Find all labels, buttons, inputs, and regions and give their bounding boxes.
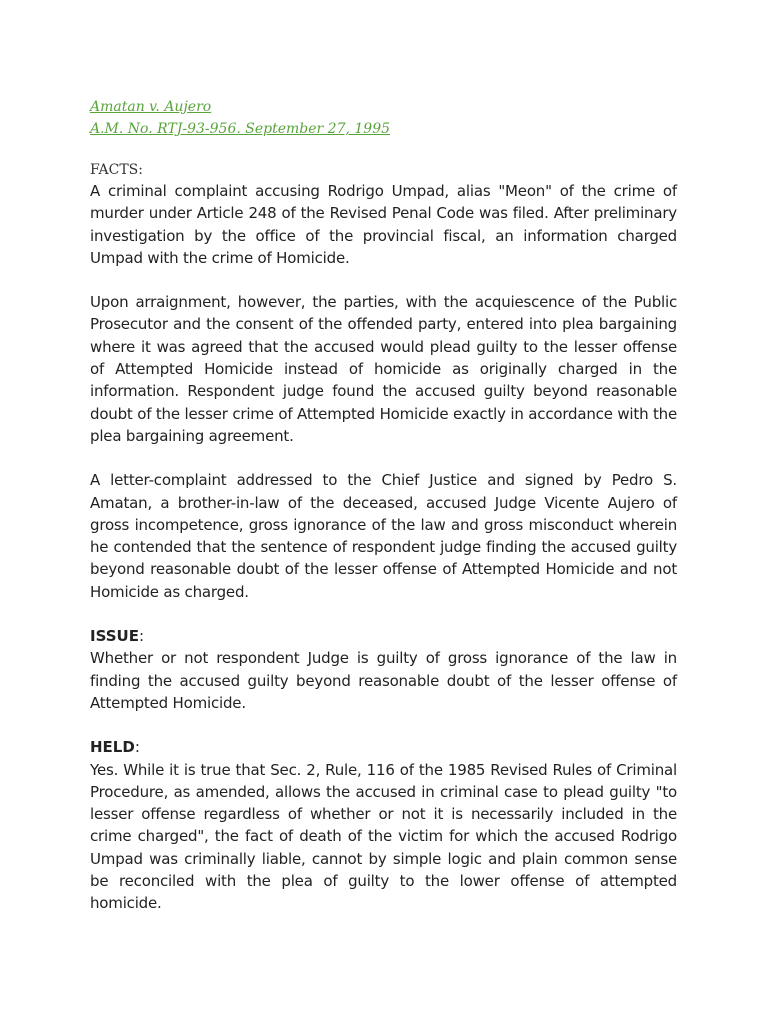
document-page bbox=[90, 96, 677, 915]
paragraph-spacer bbox=[90, 714, 677, 736]
case-citation-link[interactable]: A.M. No. RTJ-93-956. September 27, 1995 bbox=[90, 121, 391, 137]
held-label: HELD bbox=[90, 738, 135, 757]
facts-paragraph-3: A letter-complaint addressed to the Chief Justice and signed by Pedro S. Amatan, a brother-in-law of the deceased, accused Judge Vicente Aujero of gross incompetence, gross ignorance of the law and gross misconduct wherein he contended that the sentence of respondent judge finding the accused guilty beyond reasonable doubt of the lesser offense of Attempted Homicide and not Homicide as charged. bbox=[90, 471, 677, 601]
issue-colon: : bbox=[138, 627, 145, 646]
case-title-link[interactable]: Amatan v. Aujero bbox=[90, 99, 212, 115]
issue-heading bbox=[90, 625, 677, 647]
facts-label: FACTS: bbox=[90, 162, 143, 178]
held-colon: : bbox=[134, 738, 140, 757]
paragraph-spacer bbox=[90, 603, 677, 625]
facts-paragraph-1: A criminal complaint accusing Rodrigo Umpad, alias "Meon" of the crime of murder under Article 248 of the Revised Penal Code was filed. After preliminary investigation by the office of the provincial fiscal, an information charged Umpad with the crime of Homicide. bbox=[90, 182, 677, 267]
held-text: Yes. While it is true that Sec. 2, Rule, 116 of the 1985 Revised Rules of Criminal Procedure, as amended, allows the accused in criminal case to plead guilty "to lesser offense regardless of whether or not it is necessarily included in the crime charged", the fact of death of the victim for which the accused Rodrigo Umpad was criminally liable, cannot by simple logic and plain common sense be reconciled with the plea of guilty to the lower offense of attempted homicide. bbox=[90, 760, 677, 913]
held-heading bbox=[90, 736, 677, 758]
facts-paragraph-2: Upon arraignment, however, the parties, with the acquiescence of the Public Prosecutor and the consent of the offended party, entered into plea bargaining where it was agreed that the accused would plead guilty to the lesser offense of Attempted Homicide instead of homicide as originally charged in the information. Respondent judge found the accused guilty beyond reasonable doubt of the lesser crime of Attempted Homicide exactly in accordance with the plea bargaining agreement. bbox=[90, 293, 677, 445]
issue-text: Whether or not respondent Judge is guilty of gross ignorance of the law in finding the accused guilty beyond reasonable doubt of the lesser offense of Attempted Homicide. bbox=[90, 649, 677, 712]
paragraph-spacer bbox=[90, 269, 677, 291]
paragraph-spacer bbox=[90, 447, 677, 469]
issue-label: ISSUE bbox=[90, 627, 139, 646]
